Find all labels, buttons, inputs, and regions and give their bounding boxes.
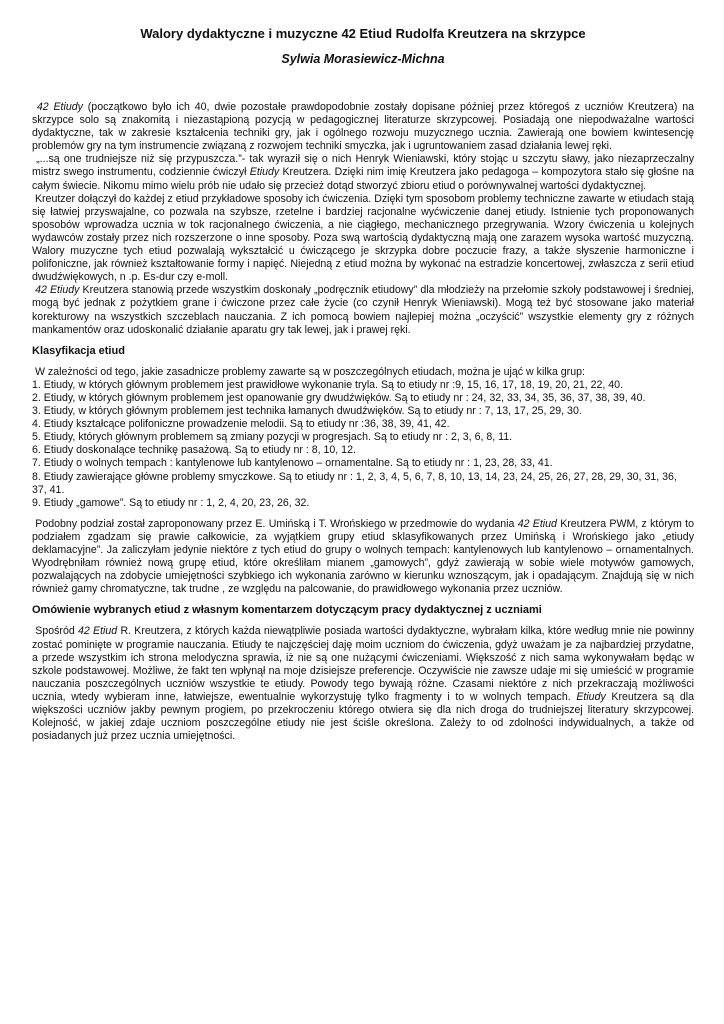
document-title: Walory dydaktyczne i muzyczne 42 Etiud Rudolfa Kreutzera na skrzypce bbox=[140, 26, 586, 41]
italic-title: 42 Etiudy bbox=[35, 284, 80, 297]
discussion-paragraph bbox=[32, 625, 694, 743]
list-item: 5. Etiudy, których głównym problemem są zmiany pozycji w progresjach. Są to etiudy nr : 2, 3, 6, 8, 11. bbox=[32, 431, 513, 444]
intro-paragraph-1 bbox=[32, 101, 694, 153]
classification-lead bbox=[32, 366, 694, 379]
section-heading-discussion: Omówienie wybranych etiud z własnym komentarzem dotyczącym pracy dydaktycznej z uczniami bbox=[32, 604, 542, 617]
classification-list bbox=[32, 379, 694, 510]
list-item: 7. Etiudy o wolnych tempach : kantylenowe lub kantylenowo – ornamentalne. Są to etiudy nr : 1, 23, 28, 33, 41. bbox=[32, 457, 553, 470]
document-author: Sylwia Morasiewicz-Michna bbox=[281, 52, 445, 66]
italic-title: 42 Etiud bbox=[77, 625, 118, 638]
italic-title: Etiudy bbox=[249, 166, 280, 179]
paragraph-text: Podobny podział został zaproponowany przez E. Umińską i T. Wrońskiego w przedmowie do wydania bbox=[35, 517, 518, 530]
paragraph-text: (początkowo było ich 40, dwie pozostałe prawdopodobnie zostały dopisane później przez któregoś z uczniów Kreutzera) na skrzypce solo są znakomitą i niezastąpioną pozycją w pedagogicznej literaturze skrzypcowej. Posiadają one niepodważalne wartości dydaktyczne, tak w zakresie kształcenia techniki gry, jak i ogólnego rozwoju muzycznego ucznia. Zawierają one bowiem kwintesencję problemów gry na tym instrumencie związaną z rozwojem techniki smyczka, jak i ugruntowaniem zasad działania lewej ręki. bbox=[32, 101, 695, 153]
paragraph-text: Kreutzera są dla większości uczniów jakby pewnym progiem, po przekroczeniu którego otwiera się dla nich droga do trudniejszej literatury skrzypcowej. Kolejność, w jakiej zdaje uczniom poszczególne etiudy nie jest ściśle określona. Zależy to od zdolności indywidualnych, a także od posiadanych już przez ucznia umiejętności. bbox=[32, 690, 694, 743]
list-item: 8. Etiudy zawierające główne problemy smyczkowe. Są to etiudy nr : 1, 2, 3, 4, 5, 6, 7, 8, 10, 13, 14, 23, 24, 25, 26, 27, 28, 29, 30, 31, 36, 37, 41. bbox=[32, 470, 677, 496]
intro-paragraph-3 bbox=[32, 193, 694, 285]
list-item: 1. Etiudy, w których głównym problemem jest prawidłowe wykonanie tryla. Są to etiudy nr :9, 15, 16, 17, 18, 19, 20, 21, 22, 40. bbox=[32, 378, 624, 391]
classification-paragraph bbox=[32, 518, 694, 597]
intro-paragraph-2 bbox=[32, 153, 694, 192]
document-page bbox=[32, 26, 694, 743]
list-item: 9. Etiudy „gamowe”. Są to etiudy nr : 1, 2, 4, 20, 23, 26, 32. bbox=[32, 496, 310, 509]
paragraph-text: Kreutzer dołączył do każdej z etiud przykładowe sposoby ich ćwiczenia. Dzięki tym sposobom problemy techniczne zawarte w etiudach stają się łatwiej przyswajalne, co pozwala na szybsze, rzetelne i bardziej racjonalne wyćwiczenie danej etiudy. Istnienie tych proponowanych sposobów wprowadza ucznia w tok racjonalnego ćwiczenia, a nie ciągłego, mechanicznego przegrywania. Wzory ćwiczenia u kolejnych wydawców zostały przez nich rozszerzone o inne sposoby. Poza swą wartością dydaktyczną mają one zarazem wysoka wartość muzyczną. Walory muzyczne tych etiud pozwalają wykształcić u ćwiczącego je skrzypka dobre poczucie frazy, a także słyszenie harmoniczne i polifoniczne, jak również kształtowanie formy i napięć. Niejedną z etiud można by wykonać na estradzie koncertowej, zwłaszcza z serii etiud dwudźwiękowych, n .p. Es-dur czy e-moll. bbox=[32, 192, 694, 284]
paragraph-text: R. Kreutzera, z których każda niewątpliwie posiada wartości dydaktyczne, wybrałam kilka, które według mnie nie powinny zostać pominięte w programie nauczania. Etiudy te najczęściej daję moim uczniom do ćwiczenia, gdyż uważam je za najbardziej przydatne, a przede wszystkim ich strona melodyczna sprawia, iż nie są one nużącymi ćwiczeniami. Większość z nich sama wykonywałam będąc w szkole podstawowej. Możliwe, że fakt ten wpłynął na moje dzisiejsze preferencje. Oczywiście nie zawsze udaje mi się umieścić w programie nauczania poszczególnych uczniów wszystkie te etiudy. Powody tego bywają różne. Czasami niektóre z nich przekraczają możliwości ucznia, wtedy wybieram inne, łatwiejsze, ewentualnie wykorzystuję tylko fragmenty i to w wolnych tempach. bbox=[32, 625, 694, 703]
italic-title: 42 Etiud bbox=[517, 517, 557, 530]
list-item: 4. Etiudy kształcące polifoniczne prowadzenie melodii. Są to etiudy nr :36, 38, 39, 41, 42. bbox=[32, 418, 450, 431]
paragraph-text: W zależności od tego, jakie zasadnicze problemy zawarte są w poszczególnych etiudach, można je ująć w kilka grup: bbox=[34, 365, 585, 378]
list-item: 3. Etiudy, w których głównym problemem jest technika łamanych dwudźwięków. Są to etiudy nr : 7, 13, 17, 25, 29, 30. bbox=[32, 405, 582, 418]
italic-title: Etiudy bbox=[576, 690, 606, 703]
section-heading-classification: Klasyfikacja etiud bbox=[32, 344, 125, 357]
paragraph-text: Kreutzera. Dzięki nim imię Kreutzera jako pedagoga – kompozytora stało się głośne na całym świecie. Nikomu mimo wielu prób nie udało się przecież dotąd stworzyć zbioru etiud o porównywalnej wartości dydaktycznej. bbox=[32, 166, 694, 192]
italic-title: 42 Etiudy bbox=[36, 101, 83, 113]
intro-paragraph-4 bbox=[32, 284, 694, 336]
paragraph-text: Kreutzera stanowią przede wszystkim doskonały „podręcznik etiudowy” dla młodzieży na przełomie szkoły podstawowej i średniej, mogą być jednak z pożytkiem grane i ćwiczone przez całe życie (co czynił Henryk Wieniawski). Mogą też być stosowane jako materiał korekturowy na wszystkich szczeblach nauczania. Z ich pomocą bowiem najlepiej można „oczyścić” wszystkie elementy gry z różnych mankamentów oraz udoskonalić działanie aparatu gry tak lewej, jak i prawej ręki. bbox=[32, 284, 694, 336]
paragraph-text: Kreutzera PWM, z którym to podziałem zgadzam się prawie całkowicie, za wyjątkiem grupy etiud sklasyfikowanych przez Umińską i Wrońskiego jako „etiudy deklamacyjne”. Ja zaliczyłam jedynie niektóre z tych etiud do grupy o wolnych tempach: kantylenowych lub kantylenowo – ornamentalnych. Wyodrębniłam również nową grupę etiud, które określiłam mianem „gamowych”, gdyż zawierają w sobie wiele motywów gamowych, pozwalających na zdobycie umiejętności szybkiego ich wykonania zarówno w kierunku wznoszącym, jak i opadającym. Znajdują się w nich również gamy chromatyczne, tak trudne , ze względu na palcowanie, do prawidłowego wykonania przez uczniów. bbox=[32, 517, 694, 596]
paragraph-text: Spośród bbox=[35, 625, 78, 638]
list-item: 6. Etiudy doskonalące technikę pasażową. Są to etiudy nr : 8, 10, 12. bbox=[32, 444, 356, 457]
paragraph-text: „...są one trudniejsze niż się przypuszcza.”- tak wyraził się o nich Henryk Wieniawski, który stojąc u szczytu sławy, jako niezaprzeczalny mistrz swego instrumentu, codziennie ćwiczył bbox=[32, 153, 694, 179]
list-item: 2. Etiudy, w których głównym problemem jest opanowanie gry dwudźwięków. Są to etiudy nr : 24, 32, 33, 34, 35, 36, 37, 38, 39, 40. bbox=[32, 391, 646, 404]
